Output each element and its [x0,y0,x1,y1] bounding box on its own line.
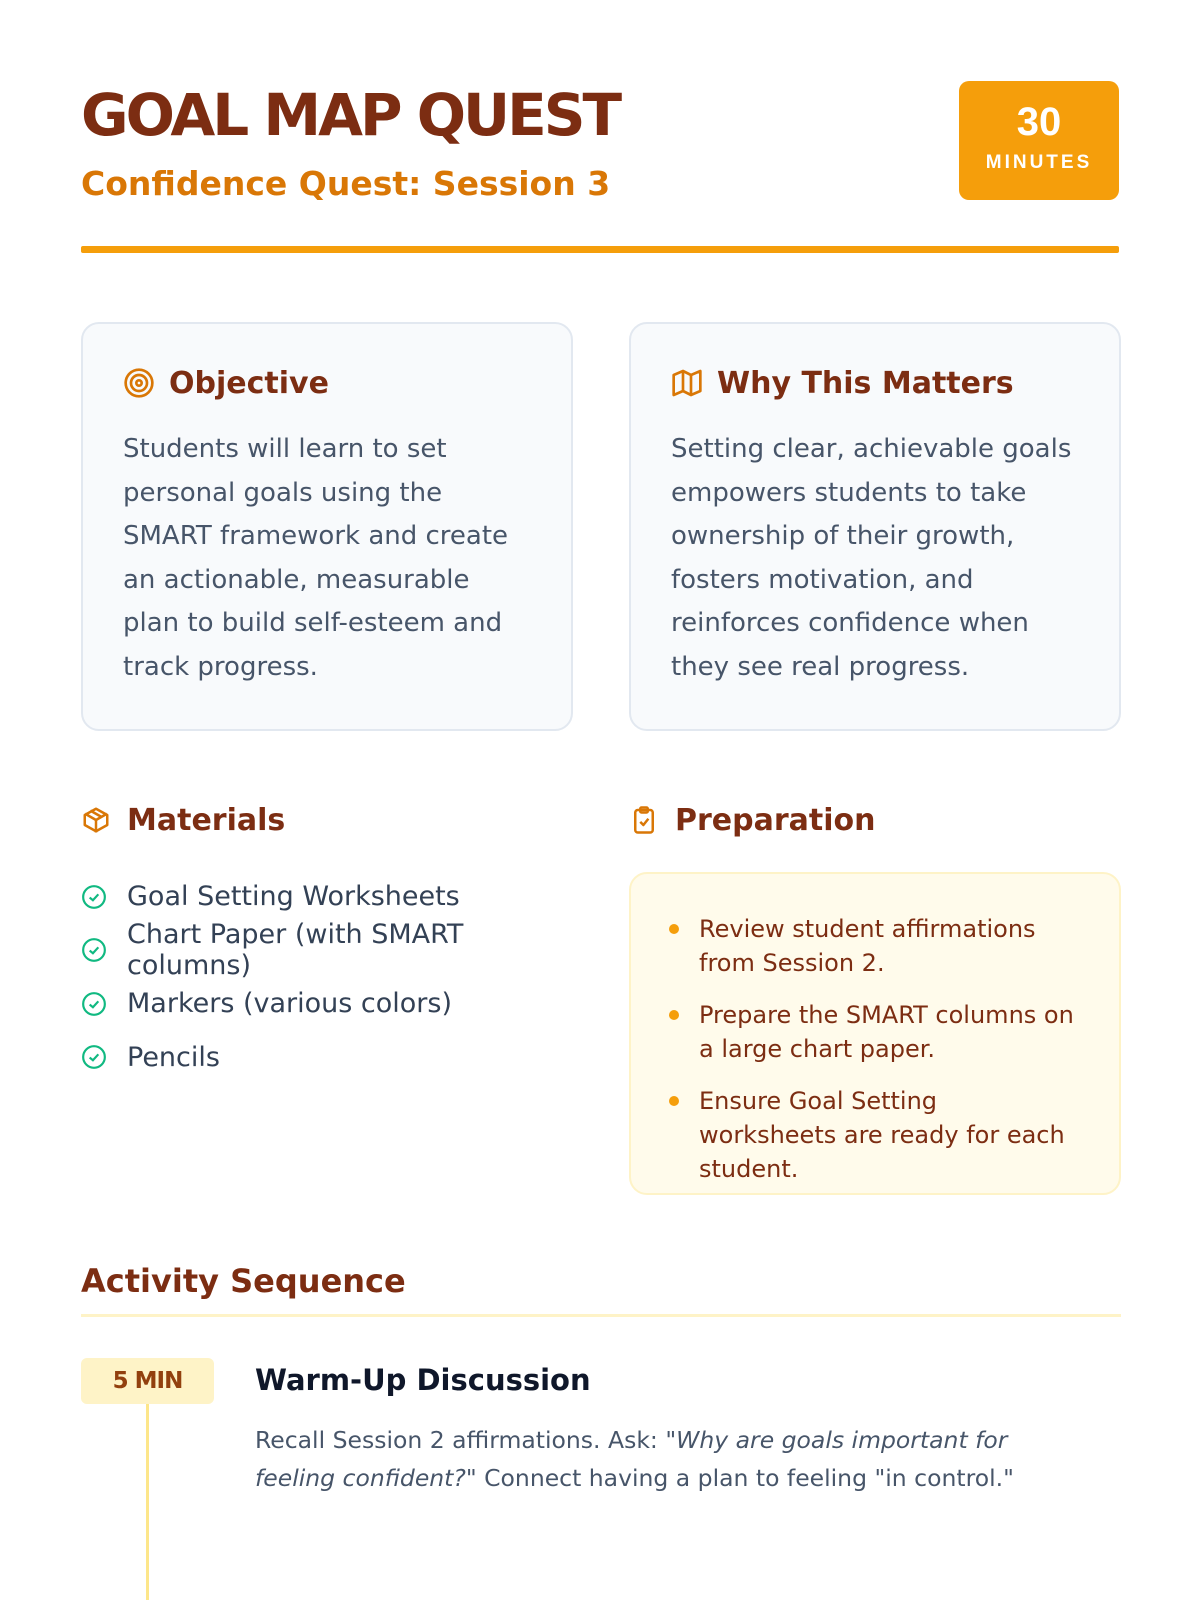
step-title: Warm-Up Discussion [255,1363,591,1397]
material-label: Goal Setting Worksheets [127,881,460,913]
material-item [81,919,581,982]
preparation-item: Review student affirmations from Session 2. [667,912,1079,980]
preparation-item: Ensure Goal Setting worksheets are ready for each student. [667,1084,1079,1186]
material-item [81,1031,581,1085]
preparation-box [629,872,1121,1195]
clipboard-check-icon [629,805,659,835]
check-circle-icon [81,1044,107,1070]
material-item [81,870,581,924]
page-subtitle: Confidence Quest: Session 3 [81,164,611,203]
material-label: Pencils [127,1041,220,1073]
objective-card-header [123,364,531,402]
preparation-item: Prepare the SMART columns on a large chart paper. [667,998,1079,1066]
check-circle-icon [81,884,107,910]
step-desc-text: Recall Session 2 affirmations. Ask: [255,1426,666,1454]
materials-section [81,800,581,1084]
check-circle-icon [81,991,107,1017]
activity-step [81,1358,1121,1600]
step-description [255,1421,1075,1497]
step-desc-quote: "Why are goals important for feeling confident?" [255,1426,1008,1492]
package-icon [81,805,111,835]
timeline-line [146,1404,149,1600]
objective-card [81,322,573,731]
preparation-header [629,800,1121,840]
material-label: Markers (various colors) [127,988,453,1020]
map-icon [671,367,703,399]
materials-title: Materials [127,802,286,838]
objective-text: Students will learn to set personal goals using the SMART framework and create an actionable, measurable plan to build self-esteem and track progress. [123,434,509,682]
why-text: Setting clear, achievable goals empowers students to take ownership of their growth, fosters motivation, and reinforces confidence when they see real progress. [671,434,1072,682]
duration-badge [959,81,1119,200]
material-item [81,977,581,1031]
preparation-section [629,800,1121,1195]
check-circle-icon [81,937,107,963]
why-card-header [671,364,1079,402]
preparation-title: Preparation [675,802,876,838]
info-cards [81,322,1121,731]
materials-list [81,870,581,1084]
duration-unit: MINUTES [985,152,1093,173]
preparation-list [667,912,1079,1186]
header-divider [81,246,1119,253]
material-label: Chart Paper (with SMART columns) [127,919,464,982]
activity-divider [81,1314,1121,1317]
step-desc-text-end: Connect having a plan to feeling "in control." [476,1464,1014,1492]
duration-value: 30 [1016,100,1062,144]
materials-header [81,800,581,840]
step-time-badge: 5 MIN [81,1358,214,1404]
why-card [629,322,1121,731]
header [81,0,1119,252]
target-icon [123,367,155,399]
activity-section [81,1262,1121,1600]
why-title: Why This Matters [717,365,1014,401]
objective-title: Objective [169,365,329,401]
page-title: GOAL MAP QUEST [81,81,620,149]
activity-title: Activity Sequence [81,1262,406,1300]
